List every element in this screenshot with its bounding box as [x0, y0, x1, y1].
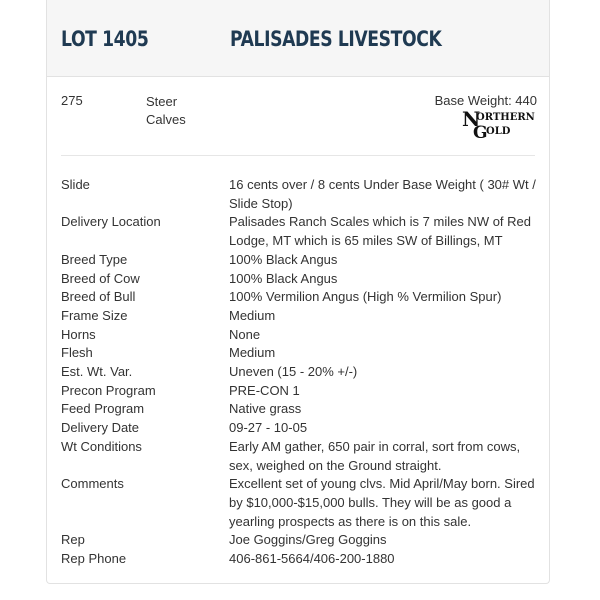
detail-label: Est. Wt. Var. — [61, 364, 133, 380]
detail-label: Comments — [61, 476, 124, 492]
detail-value: None — [229, 326, 261, 342]
detail-value: Excellent set of young clvs. Mid April/May born. Sired by $10,000-$15,000 bulls. They will be as good a yearling prospects as there is on this sale. — [229, 476, 535, 529]
detail-label: Feed Program — [61, 401, 145, 417]
detail-label: Breed of Cow — [61, 270, 140, 286]
base-weight: Base Weight: 440 — [434, 93, 537, 108]
detail-value: 09-27 - 10-05 — [229, 420, 308, 436]
detail-label: Delivery Date — [61, 420, 140, 436]
detail-row — [61, 326, 537, 345]
svg-text:ORTHERN: ORTHERN — [476, 112, 535, 123]
detail-label: Flesh — [61, 345, 93, 361]
detail-row — [61, 550, 537, 569]
detail-value: PRE-CON 1 — [229, 382, 300, 398]
detail-label: Frame Size — [61, 307, 128, 323]
cattle-kind — [146, 93, 226, 129]
detail-row — [61, 176, 537, 213]
detail-label: Breed of Bull — [61, 289, 136, 305]
cattle-kind-line1: Steer — [146, 94, 178, 109]
detail-row — [61, 251, 537, 270]
svg-text:OLD: OLD — [486, 126, 511, 137]
detail-label: Delivery Location — [61, 214, 161, 230]
detail-row — [61, 531, 537, 550]
detail-value: Medium — [229, 345, 276, 361]
detail-label: Rep — [61, 532, 85, 548]
lot-summary — [47, 76, 549, 156]
detail-row — [61, 270, 537, 289]
lot-card — [46, 0, 550, 584]
svg-text:N: N — [462, 109, 481, 131]
detail-value: 100% Vermilion Angus (High % Vermilion Spur) — [229, 289, 502, 305]
detail-value: 100% Black Angus — [229, 251, 338, 267]
summary-divider — [61, 155, 535, 156]
detail-value: Joe Goggins/Greg Goggins — [229, 532, 387, 548]
detail-label: Horns — [61, 326, 96, 342]
northern-gold-logo-icon — [462, 109, 542, 139]
detail-row — [61, 400, 537, 419]
detail-label: Wt Conditions — [61, 438, 142, 454]
detail-label: Slide — [61, 177, 90, 192]
detail-row — [61, 307, 537, 326]
detail-row — [61, 288, 537, 307]
seller-name: PALISADES LIVESTOCK — [230, 27, 442, 51]
detail-value: Palisades Ranch Scales which is 7 miles NW of Red Lodge, MT which is 65 miles SW of Billings, MT — [229, 214, 532, 249]
lot-details-table — [61, 176, 537, 569]
cattle-kind-line2: Calves — [146, 112, 186, 127]
detail-row — [61, 382, 537, 401]
detail-label: Rep Phone — [61, 551, 127, 567]
head-count: 275 — [61, 93, 83, 108]
detail-row — [61, 419, 537, 438]
detail-label: Breed Type — [61, 251, 128, 267]
detail-label: Precon Program — [61, 382, 156, 398]
detail-value: Medium — [229, 307, 276, 323]
detail-value: 406-861-5664/406-200-1880 — [229, 551, 395, 567]
detail-value: 16 cents over / 8 cents Under Base Weight ( 30# Wt / Slide Stop) — [229, 177, 536, 211]
detail-value: Native grass — [229, 401, 302, 417]
detail-row — [61, 213, 537, 250]
detail-row — [61, 438, 537, 475]
detail-value: 100% Black Angus — [229, 270, 338, 286]
detail-row — [61, 475, 537, 531]
lot-header — [47, 0, 549, 77]
detail-row — [61, 344, 537, 363]
detail-value: Uneven (15 - 20% +/-) — [229, 364, 358, 380]
svg-text:G: G — [473, 123, 488, 139]
detail-value: Early AM gather, 650 pair in corral, sort from cows, sex, weighed on the Ground straight. — [229, 438, 521, 473]
detail-row — [61, 363, 537, 382]
lot-number: LOT 1405 — [61, 27, 149, 51]
